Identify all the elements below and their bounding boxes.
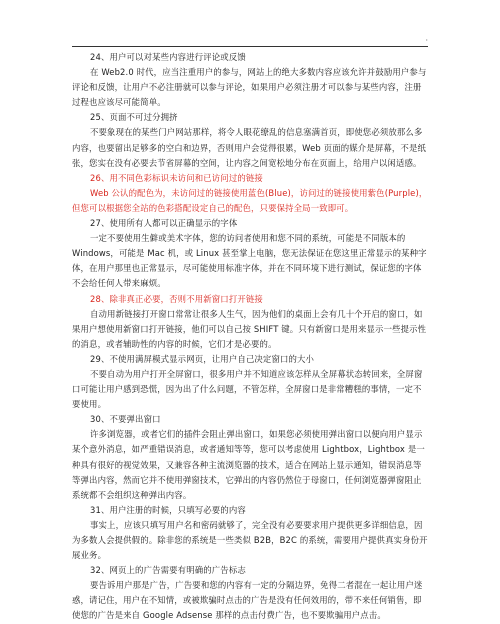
section-heading: 32、网页上的广告需要有明确的广告标志 [90,565,246,576]
section-body: 事实上，应该只填写用户名和密码就够了，完全没有必要要求用户提供更多详细信息，因为多数人会提供假的。除非您的系统是一些类似 B2B，B2C 的系统，需要用户提供真实身份开展业务。 [72,519,428,561]
section-heading: 24、用户可以对某些内容进行评论或反馈 [90,52,246,62]
section-body: 在 Web2.0 时代，应当注重用户的参与，网站上的绝大多数内容应该允许并鼓励用户参与评论和反馈，让用户不必注册就可以参与评论，如果用户必须注册才可以参与某些内容，注册过程也应该尽可能简单。 [72,67,427,108]
section-body: 不要象现在的某些门户网站那样，将令人眼花缭乱的信息塞满首页，即使您必须放那么多内容，也要留出足够多的空白和边界，否则用户会觉得很累，Web 页面的媒介是屏幕，不是纸张，您实在没有必要去节省屏幕的空间，让内容之间宽松地分布在页面上，给用户以闲适感。 [72,127,426,168]
section-heading: 25、页面不可过分拥挤 [90,112,178,123]
section-heading: 27、使用所有人都可以正确显示的字体 [90,218,238,229]
section-heading: 30、不要弹出窗口 [90,414,161,425]
section-body: 不要自动为用户打开全屏窗口，很多用户并不知道应该怎样从全屏幕状态转回来，全屏窗口可能让用户感到恐慌，因为出了什么问题，不管怎样，全屏窗口是非常糟糕的事情，一定不要使用。 [72,368,423,410]
section-heading-highlighted: 26、用不同色彩标识未访问和已访问过的链接 [90,172,263,183]
corner-mark: · [425,36,428,45]
document-body [72,50,428,624]
header-rule [72,46,428,47]
section-heading-highlighted: 28、除非真正必要，否则不用新窗口打开链接 [90,293,263,304]
section-body: 自动用新链接打开窗口常常让很多人生气，因为他们的桌面上会有几十个开启的窗口，如果用户想使用新窗口打开链接，他们可以自己按 SHIFT 键。只有新窗口是用来显示一些提示性的消息，或者辅助性的内容的时候，它们才是必要的。 [72,308,427,349]
section-heading: 29、不使用满屏模式显示网页，让用户自己决定窗口的大小 [90,353,315,364]
section-body: 一定不要使用生僻或美术字体，您的访问者使用和您不同的系统，可能是不同版本的 Windows，可能是 Mac 机，或 Linux 甚至掌上电脑，您无法保证在您这里正常显示的某种字体，在用户那里也正常显示，尽可能使用标准字体，并在不同环境下进行测试，保证您的字体不会给任何人带来麻烦。 [72,233,427,289]
section-body: 要告诉用户那是广告，广告要和您的内容有一定的分隔边界，免得二者混在一起让用户迷惑，请记住，用户在不知情，或被欺骗时点击的广告是没有任何效用的，带不来任何销售，即使您的广告是来自 Google Adsense 那样的点击付费广告，也不要欺骗用户点击。 [72,580,423,621]
section-body-highlighted: Web 公认的配色为，未访问过的链接使用蓝色(Blue)，访问过的链接使用紫色(Purple)，但您可以根据您全站的色彩搭配设定自己的配色，只要保持全局一致即可。 [72,187,428,213]
section-heading: 31、用户注册的时候，只填写必要的内容 [90,504,246,515]
section-body: 许多浏览器，或者它们的插件会阻止弹出窗口，如果您必须使用弹出窗口以便向用户显示某个意外消息，如严重错误消息，或者通知等等，您可以考虑使用 Lightbox，Lightbox 是一种具有很好的视觉效果，又兼容各种主流浏览器的技术，适合在网站上显示通知，错误消息等等弹出内容，然而它并不使用弹窗技术，它弹出的内容仍然位于母窗口，任何浏览器弹窗阻止系统都不会组织这种弹出内容。 [72,429,425,500]
